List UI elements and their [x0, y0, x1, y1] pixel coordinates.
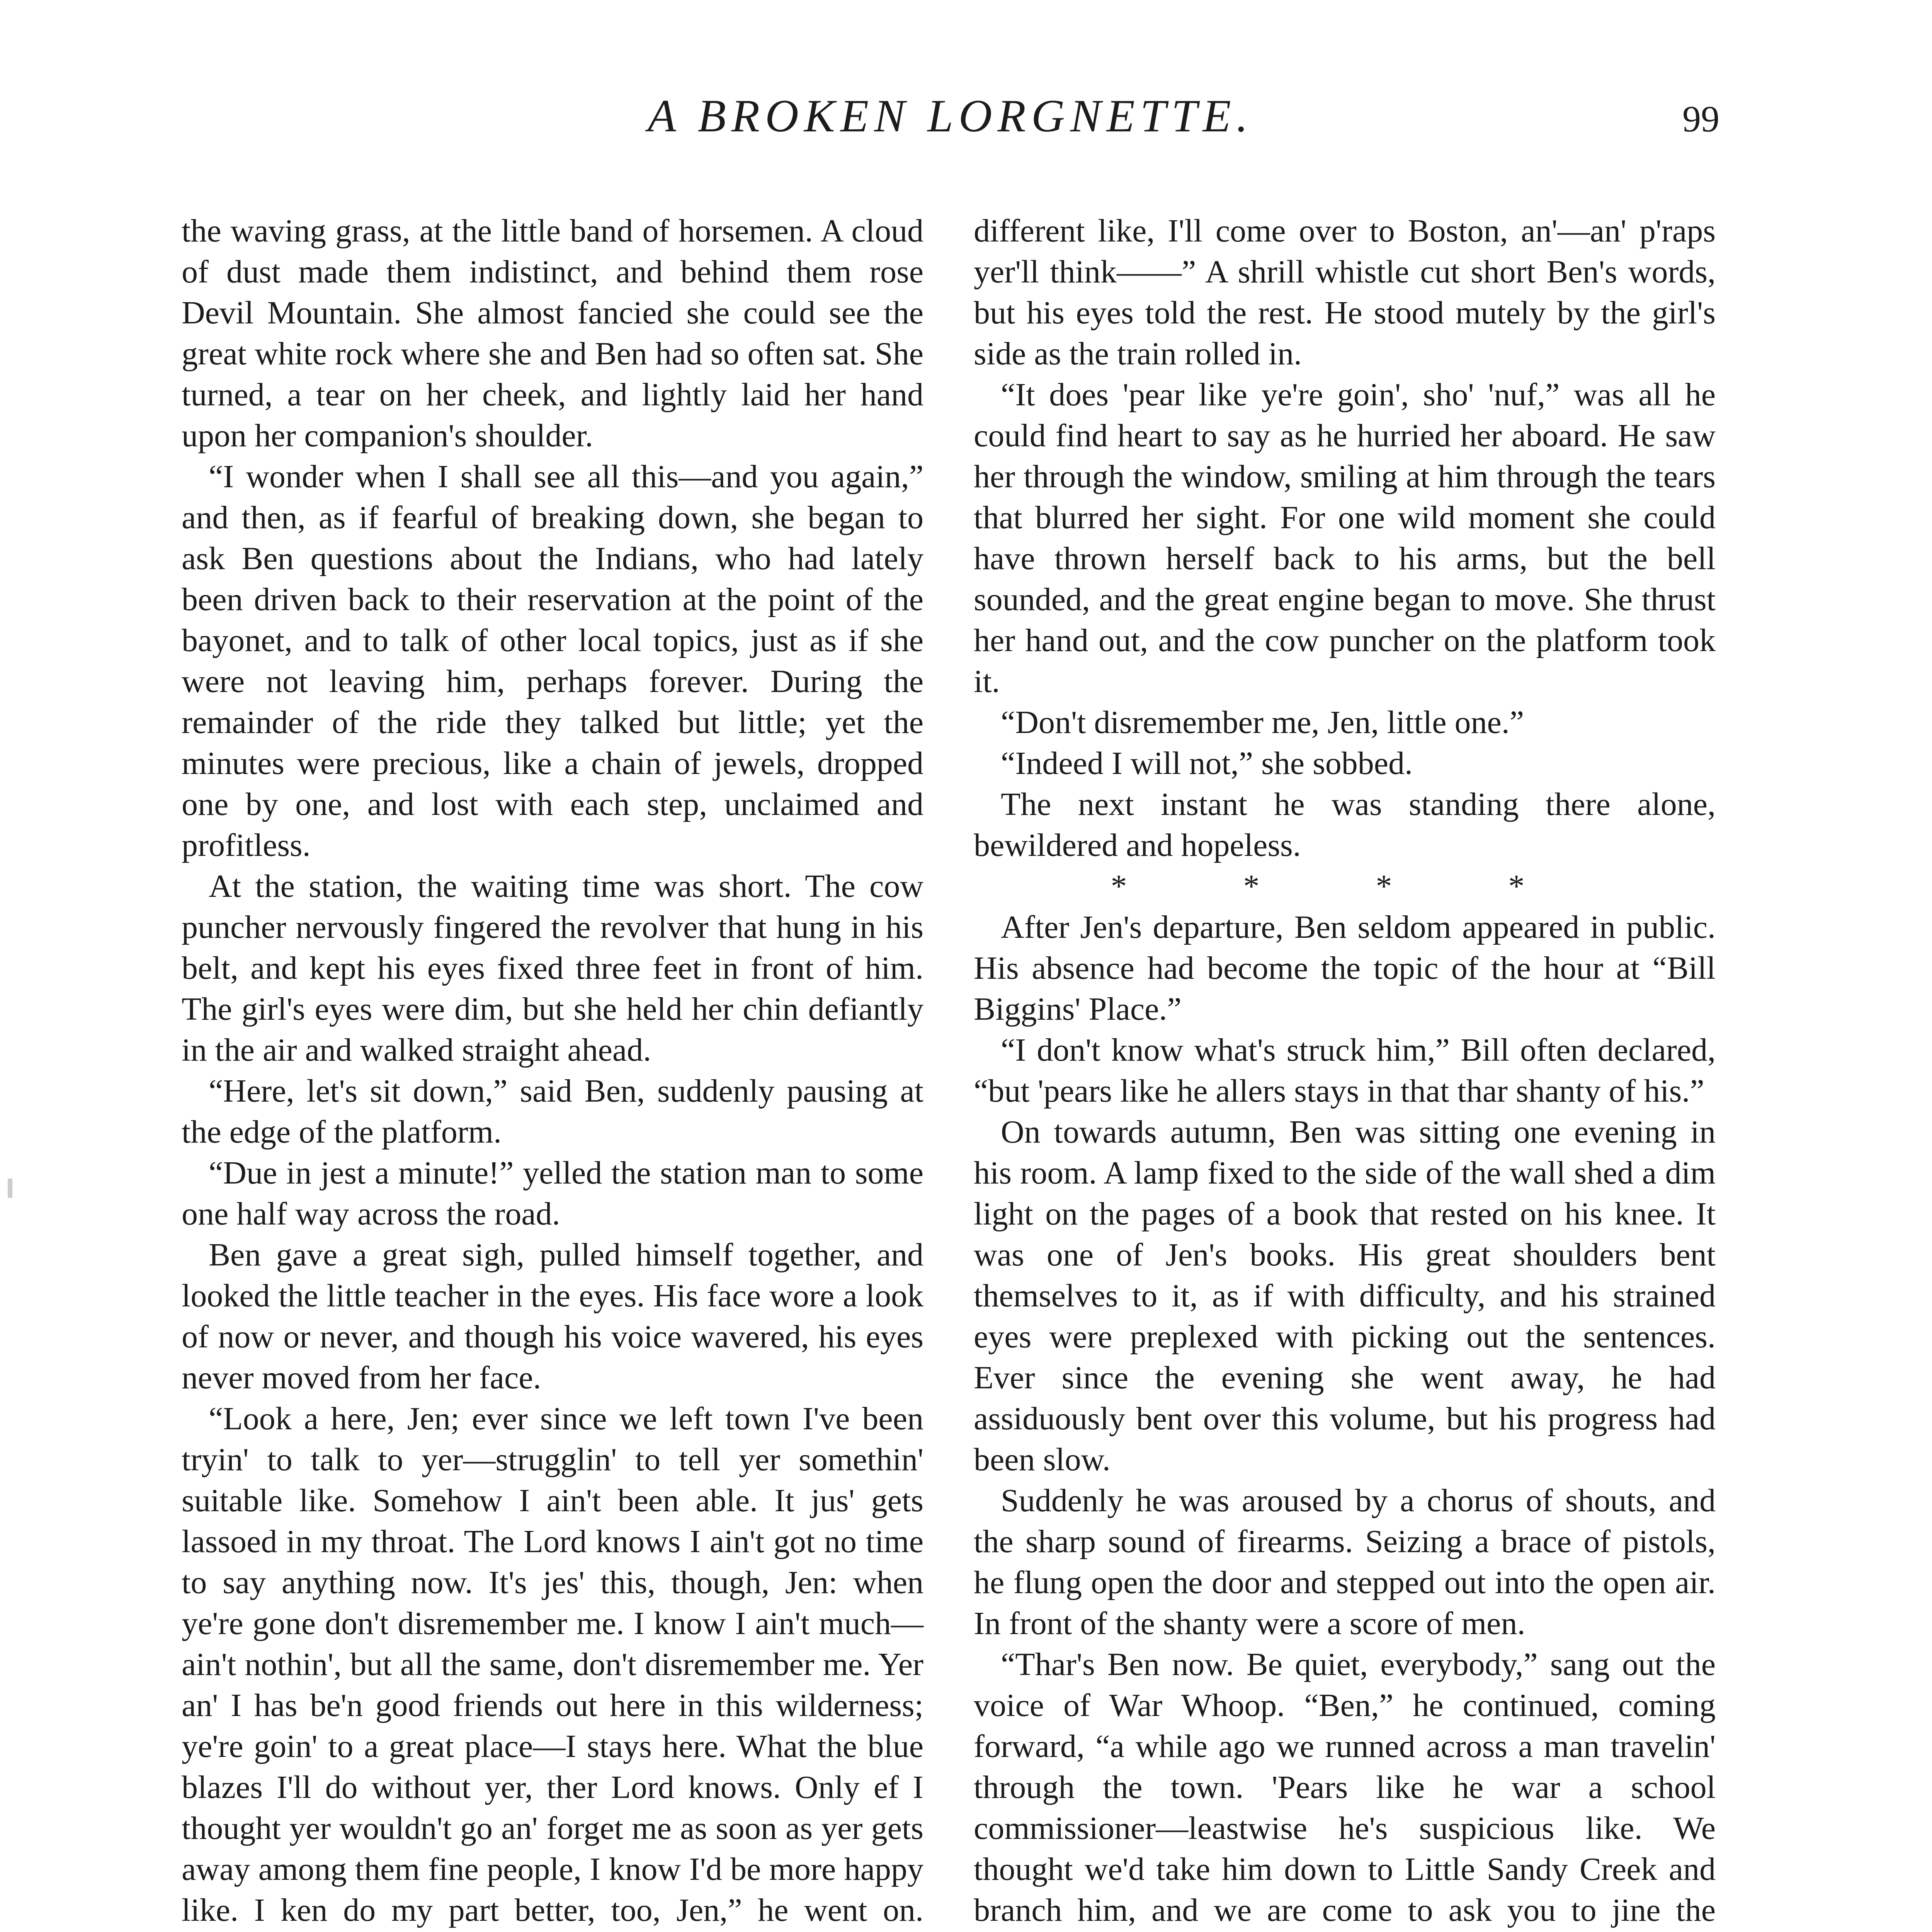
section-break: * * * *	[1111, 868, 1579, 904]
paragraph: “I don't know what's struck him,” Bill often declared, “but 'pears like he allers stays in that thar shanty of his.”	[974, 1032, 1716, 1109]
running-title: A BROKEN LORGNETTE.	[648, 90, 1253, 141]
paragraph: “Thar's Ben now. Be quiet, everybody,” sang out the voice of War Whoop. “Ben,” he continued, coming forward, “a while ago we runned across a man travelin' through the town. 'Pears like he war a school commissioner—leastwise he's suspicious like. We thought we'd take him down to Little Sandy Creek and branch him, and we are come to ask you to jine the	[974, 1646, 1716, 1928]
paragraph: “Don't disremember me, Jen, little one.”	[1001, 704, 1524, 740]
paragraph: “Look a here, Jen; ever since we left town I've been tryin' to talk to yer—strugglin' to tell yer somethin' suitable like. Somehow I ain't been able. It jus' gets lassoed in my throat. The Lord knows I ain't got no time to say anything now. It's jes' this, though, Jen: when ye're gone don't disremember me. I know I ain't much—ain't nothin', but all the same, don't disremember me. Yer an' I has be'n good friends out here in this wilderness; ye're goin' to a great place—I stays here. What the blue blazes I'll do without yer, ther Lord knows. Only ef I thought yer wouldn't go an' forget me as soon as yer gets away among them fine people, I know I'd be more happy like. I ken do my part better, too, Jen,” he went on.	[182, 1401, 923, 1928]
paragraph: “It does 'pear like ye're goin', sho' 'nuf,” was all he could find heart to say as he hurried her aboard. He saw her through the window, smiling at him through the tears that blurred her sight. For one wild moment she could have thrown herself back to his arms, but the bell sounded, and the great engine began to move. She thrust her hand out, and the cow puncher on the platform took it.	[974, 377, 1716, 699]
paragraph: “I wonder when I shall see all this—and you again,” and then, as if fearful of breaking down, she began to ask Ben questions about the Indians, who had lately been driven back to their reservation at the point of the bayonet, and to talk of other local topics, just as if she were not leaving him, perhaps forever. During the remainder of the ride they talked but little; yet the minutes were precious, like a chain of jewels, dropped one by one, and lost with each step, unclaimed and profitless.	[182, 459, 923, 863]
paragraph: After Jen's departure, Ben seldom appeared in public. His absence had become the topic of the hour at “Bill Biggins' Place.”	[974, 909, 1716, 1027]
paragraph: Ben gave a great sigh, pulled himself together, and looked the little teacher in the eyes. His face wore a look of now or never, and though his voice wavered, his eyes never moved from her face.	[182, 1237, 923, 1396]
page-header	[182, 90, 1719, 155]
page-number: 99	[1682, 98, 1719, 139]
margin-mark	[8, 1179, 12, 1198]
right-column	[974, 211, 1716, 1932]
paragraph: “Here, let's sit down,” said Ben, suddenly pausing at the edge of the platform.	[182, 1073, 923, 1150]
paragraph: Suddenly he was aroused by a chorus of shouts, and the sharp sound of firearms. Seizing a brace of pistols, he flung open the door and stepped out into the open air. In front of the shanty were a score of men.	[974, 1483, 1716, 1641]
paragraph: the waving grass, at the little band of horsemen. A cloud of dust made them indistinct, and behind them rose Devil Mountain. She almost fancied she could see the great white rock where she and Ben had so often sat. She turned, a tear on her cheek, and lightly laid her hand upon her companion's shoulder.	[182, 213, 923, 454]
paragraph: different like, I'll come over to Boston, an'—an' p'raps yer'll think——” A shrill whistle cut short Ben's words, but his eyes told the rest. He stood mutely by the girl's side as the train rolled in.	[974, 213, 1716, 372]
paragraph: The next instant he was standing there alone, bewildered and hopeless.	[974, 786, 1716, 863]
paragraph: “Due in jest a minute!” yelled the station man to some one half way across the road.	[182, 1155, 923, 1232]
left-column	[182, 211, 923, 1932]
paragraph: “Indeed I will not,” she sobbed.	[1001, 745, 1413, 781]
paragraph: On towards autumn, Ben was sitting one evening in his room. A lamp fixed to the side of the wall shed a dim light on the pages of a book that rested on his knee. It was one of Jen's books. His great shoulders bent themselves to it, as if with difficulty, and his strained eyes were preplexed with picking out the sentences. Ever since the evening she went away, he had assiduously bent over this volume, but his progress had been slow.	[974, 1114, 1716, 1478]
paragraph: At the station, the waiting time was short. The cow puncher nervously fingered the revolver that hung in his belt, and kept his eyes fixed three feet in front of him. The girl's eyes were dim, but she held her chin defiantly in the air and walked straight ahead.	[182, 868, 923, 1068]
